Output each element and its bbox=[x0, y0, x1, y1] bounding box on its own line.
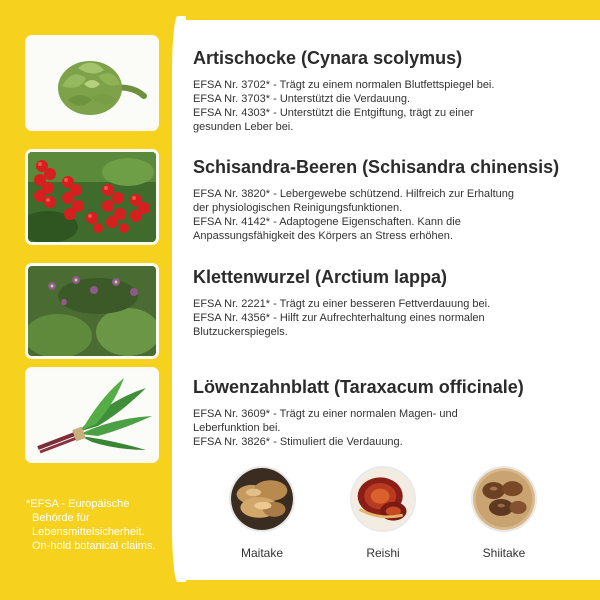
section-dandelion bbox=[193, 377, 588, 449]
section-artichoke bbox=[193, 48, 588, 134]
mushroom-label: Shiitake bbox=[482, 546, 526, 560]
claim-line: EFSA Nr. 3702* - Trägt zu einem normalen Blutfettspiegel bei. bbox=[193, 79, 495, 91]
mushroom-label: Reishi bbox=[366, 546, 400, 560]
claim-line: EFSA Nr. 2221* - Trägt zu einer besseren Fettverdauung bei. bbox=[193, 298, 491, 310]
maitake-mushroom-icon bbox=[229, 466, 295, 532]
artichoke-photo bbox=[28, 38, 156, 128]
claim-line: Leberfunktion bei. bbox=[193, 422, 281, 434]
claim-line: EFSA Nr. 4303* - Unterstützt die Entgiftung, trägt zu einer bbox=[193, 107, 474, 119]
claim-line: gesunden Leber bei. bbox=[193, 121, 294, 133]
footnote-line: Behörde für bbox=[32, 512, 90, 524]
footnote-line: Lebensmittelsicherheit. bbox=[32, 526, 145, 538]
footnote-line: On-hold botanical claims. bbox=[32, 540, 156, 552]
claim-line: EFSA Nr. 4356* - Hilft zur Aufrechterhaltung eines normalen bbox=[193, 312, 485, 324]
mushroom-shiitake bbox=[468, 466, 540, 560]
claim-line: EFSA Nr. 4142* - Adaptogene Eigenschaften. Kann die bbox=[193, 216, 461, 228]
mushroom-label: Maitake bbox=[240, 546, 284, 560]
section-title: Klettenwurzel (Arctium lappa) bbox=[193, 267, 448, 287]
claim-line: Blutzuckerspiegels. bbox=[193, 326, 288, 338]
schisandra-berries-photo bbox=[28, 152, 156, 242]
claim-line: der physiologischen Reinigungsfunktionen. bbox=[193, 202, 403, 214]
reishi-mushroom-icon bbox=[350, 466, 416, 532]
burdock-plant-photo bbox=[28, 266, 156, 356]
dandelion-leaves-photo bbox=[28, 370, 156, 460]
section-burdock bbox=[193, 267, 588, 339]
footnote-line: *EFSA - Europäische bbox=[26, 498, 130, 510]
section-title: Schisandra-Beeren (Schisandra chinensis) bbox=[193, 157, 560, 177]
mushroom-reishi bbox=[347, 466, 419, 560]
shiitake-mushroom-icon bbox=[471, 466, 537, 532]
claim-line: EFSA Nr. 3703* - Unterstützt die Verdauung. bbox=[193, 93, 411, 105]
section-title: Artischocke (Cynara scolymus) bbox=[193, 48, 463, 68]
section-title: Löwenzahnblatt (Taraxacum officinale) bbox=[193, 377, 524, 397]
claim-line: EFSA Nr. 3609* - Trägt zu einer normalen Magen- und bbox=[193, 408, 458, 420]
efsa-footnote bbox=[26, 497, 186, 553]
claim-line: EFSA Nr. 3826* - Stimuliert die Verdauung. bbox=[193, 436, 403, 448]
claim-line: EFSA Nr. 3820* - Lebergewebe schützend. Hilfreich zur Erhaltung bbox=[193, 188, 515, 200]
section-schisandra bbox=[193, 157, 588, 243]
claim-line: Anpassungsfähigkeit des Körpers an Stress erhöhen. bbox=[193, 230, 453, 242]
mushroom-maitake bbox=[226, 466, 298, 560]
